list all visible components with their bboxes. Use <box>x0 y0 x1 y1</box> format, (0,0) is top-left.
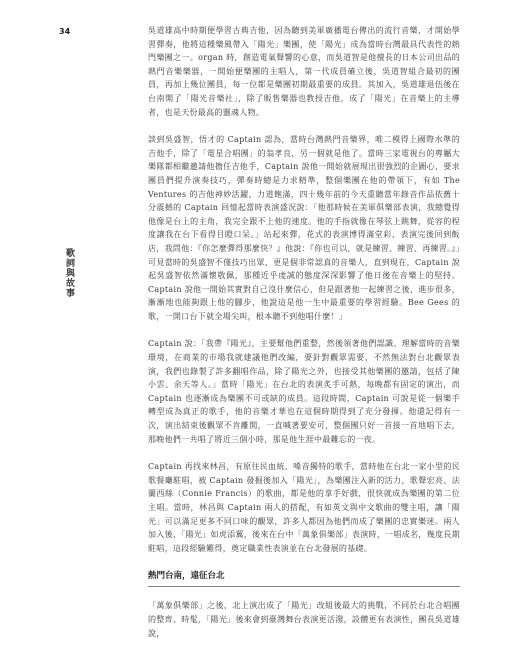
section-heading: 熱門台南，遠征台北 <box>148 571 225 582</box>
body-text <box>148 24 460 654</box>
paragraph-5: 「萬象俱樂部」之後，北上演出成了「陽光」改組後最大的挑戰，不同於台北合唱團的整齊、時髦，「陽光」後來會到臺灣舞台表演更活潑，設體更有表演性，團長吳道雄說， <box>148 601 460 638</box>
paragraph-4: Captain 再找來林昌，有原住民血統，嗓音獨特的歌手，當時他在台北一家小型的民歌餐廳駐唱，被 Captain 發掘後加入「陽光」，為樂團注入新的活力，歌聲宏亮、法蘭西絲（Connie Francis）的歌曲，都是他的拿手好戲，很快就成為樂團的第二位主唱。當時，林昌與 Captain 兩人的搭配，有如英文與中文歌曲的雙主唱，讓「陽光」可以滿足更多不同口味的觀眾，許多人都因為他們而成了樂團的忠實樂迷。兩人加入後，「陽光」如虎添翼，後來在台中「萬象俱樂部」表演時，一唱成名，幾度長期駐唱，這段經驗難得，奠定職業性表演並在台北發展的基礎。 <box>148 462 460 553</box>
paragraph-1: 吳道雄高中時期便學習古典吉他，因為聽到美軍廣播電台傳出的流行音樂，才開始學習彈奏，他將這種樂風帶入「陽光」樂團，使「陽光」成為當時台灣最具代表性的熱門樂團之一。organ 時，創造電氣聲響的心意，而吳道智是他擅長的日本公司出品的熱門音樂樂器，一開始便樂團的主唱人，第一代成員確立後，吳道智組合最初的團員，再加上幾位團員，每一位都是樂團初期最重要的成員。其加入，吳道雄退伍後在台南開了「陽光音樂社」，除了販售樂器也教授吉他，成了「陽光」在音樂上的主導者，也是天份最高的靈魂人物。 <box>148 26 460 117</box>
paragraph-2: 談到吳盛智，悟才的 Captain 認為，當時台灣熱門音樂界，唯二模得上國際水準的吉他手，除了「電星合唱團」的翁孝良，另一個就是他了。當時三家電視台的專屬大樂隊都相繼邀請他擔任吉他手，Captain 說他一開始就展現出很強烈的企圖心，要求團員們提升演奏技巧，彈奏時總是力求精準，整個樂團在他的帶領下，有如 The Ventures 的吉他神妙活躍，力道飽滿，四十幾年前的今天重聽當年錄音作品依舊十分震撼的 Captain 回憶起當時表演盛況說：「他那時候在美軍俱樂部表演，我總覺得他像是台上的主角，我完全跟不上他的速度。他的手指就像在琴弦上跳舞，從容的程度讓我在台下看得目瞪口呆。」站起來彈，花式的表演博得滿堂彩，表演完後回到飯店，我問他：『你怎麼彈得那麼快？』他說：『你也可以，就是練習、練習、再練習。』」可見當時的吳盛智不僅技巧出眾，更是個非常認真的音樂人，直到現在，Captain 說起吳盛智依然滿懷敬佩，那種近乎虔誠的態度深深影響了他日後在音樂上的堅持。Captain 說他一開始其實對自己沒什麼信心，但是跟著他一起練習之後，進步很多，漸漸地也能夠跟上他的腳步，他說這是他一生中最重要的學習經驗。Bee Gees 的歌，一開口台下就全場尖叫，根本聽不到他唱什麼！」 <box>148 135 460 321</box>
section-divider <box>148 586 460 587</box>
page-number: 34 <box>59 27 71 36</box>
running-section-title: 歌詞與故事 <box>64 248 74 298</box>
paragraph-3: Captain 說：「我帶『陽光』，主要幫他們重整，然後領著他們認識、理解當時的音樂環境，在商業的市場我就建議他們改編，要針對觀眾需要，不然無法對台北觀眾表演，我們也錄製了許多翻唱作品，除了陽光之外，也接受其他樂團的邀請，包括了陳小雲、余天等人。」當時「陽光」在台北的表演炙手可熱，每晚都有固定的演出，而 Captain 也逐漸成為樂團不可或缺的成員。這段時間，Captain 可說是從一個樂手轉型成為真正的歌手，他的音樂才華也在這個時期得到了充分發揮。他還記得有一次，演出結束後觀眾不肯離開，一直喊著要安可，整個團只好一首接一首地唱下去，那晚他們一共唱了將近三個小時，那是他生涯中最難忘的一夜。 <box>148 339 460 444</box>
